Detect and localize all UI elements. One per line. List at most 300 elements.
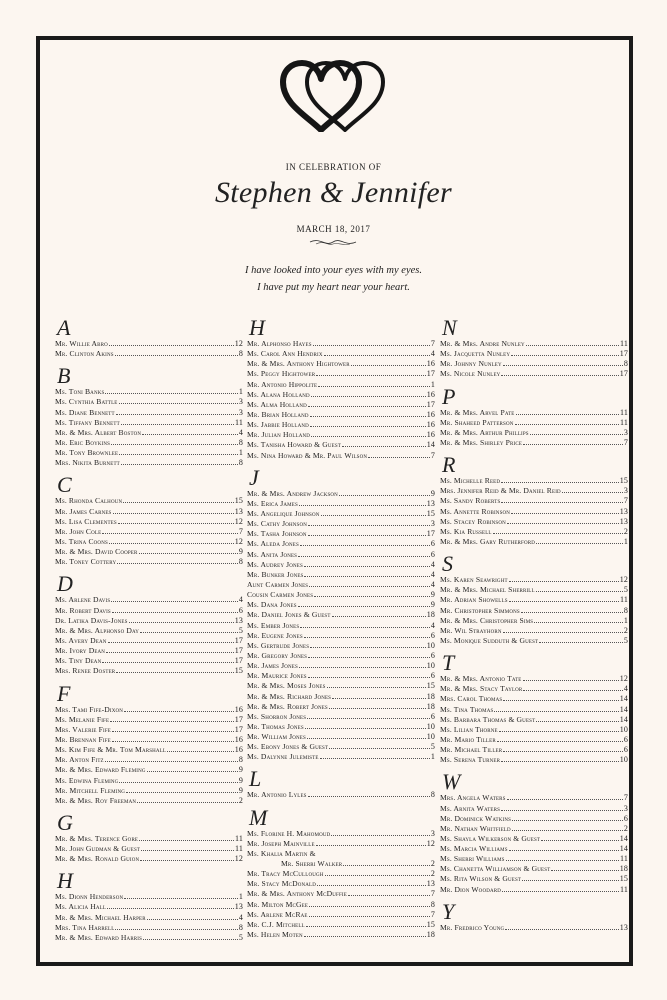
guest-name: Ms. Karen Seawright xyxy=(440,575,508,585)
guest-name: Ms. Kia Russell xyxy=(440,526,492,536)
guest-name: Mrs. Jennifer Reid & Mr. Daniel Reid xyxy=(440,486,561,496)
guest-name: Mr. Tracy McCullough xyxy=(247,869,324,879)
guest-row xyxy=(440,834,628,844)
guest-row xyxy=(247,651,435,661)
dot-leader xyxy=(111,443,238,445)
table-number: 14 xyxy=(619,694,628,704)
table-number: 3 xyxy=(430,519,435,529)
dot-leader xyxy=(121,423,234,425)
guest-row xyxy=(440,923,628,933)
guest-name: Ms. Khalia Martin & xyxy=(247,848,316,858)
guest-name: Mr. Bunker Jones xyxy=(247,569,304,579)
guest-row xyxy=(55,547,243,557)
dot-leader xyxy=(321,514,426,516)
section-letter: M xyxy=(249,804,268,830)
dot-leader xyxy=(351,364,426,366)
dot-leader xyxy=(115,928,237,930)
table-number: 15 xyxy=(619,874,628,884)
dot-leader xyxy=(332,697,426,699)
guest-name: Mr. John Cole xyxy=(55,526,102,536)
table-number: 16 xyxy=(426,389,435,399)
table-number: 16 xyxy=(234,704,243,714)
dot-leader xyxy=(339,494,430,496)
guest-name: Mr. Alphonso Hayes xyxy=(247,339,312,348)
guest-name: Mr. Wil Strayhorn xyxy=(440,625,502,635)
guest-row xyxy=(247,600,435,610)
guest-name: Mr. & Mrs. Moses Jones xyxy=(247,681,326,691)
table-number: 6 xyxy=(238,605,243,615)
guest-name: Mr. & Mrs. Arthur Phillips xyxy=(440,427,529,437)
dot-leader xyxy=(329,707,426,709)
dot-leader xyxy=(310,646,426,648)
table-number: 9 xyxy=(238,547,243,557)
guest-name: Mr. Gregory Jones xyxy=(247,650,308,660)
table-number: 16 xyxy=(426,420,435,430)
dot-leader xyxy=(512,829,623,831)
guest-name: Ms. Melanie Fife xyxy=(55,714,110,724)
table-number: 11 xyxy=(619,339,628,348)
dot-leader xyxy=(342,445,426,447)
table-number: 4 xyxy=(430,569,435,579)
guest-row xyxy=(55,666,243,676)
guest-row xyxy=(440,575,628,585)
letter-section xyxy=(440,317,628,380)
guest-name: Mr. & Mrs. Christopher Sims xyxy=(440,615,534,625)
guest-name: Mr. Michael Tiller xyxy=(440,745,503,755)
guest-row xyxy=(55,626,243,636)
guest-name: Ms. Edwina Fleming xyxy=(55,775,119,785)
dot-leader xyxy=(109,542,234,544)
table-number: 2 xyxy=(430,859,435,869)
table-number: 18 xyxy=(426,701,435,711)
guest-name: Ms. Dalynne Julemiste xyxy=(247,752,319,762)
guest-name: Mr. & Mrs. Michael Sherrill xyxy=(440,585,535,595)
guest-name: Mr. Daniel Jones & Guest xyxy=(247,610,331,620)
guest-row xyxy=(247,752,435,762)
table-number: 6 xyxy=(430,549,435,559)
dot-leader xyxy=(129,621,234,623)
dot-leader xyxy=(511,354,619,356)
guest-row xyxy=(55,349,243,359)
guest-name: Mr. Johnny Nunley xyxy=(440,359,502,369)
guest-name: Ms. Nina Howard & Mr. Paul Wilson xyxy=(247,450,368,460)
table-number: 12 xyxy=(234,516,243,526)
letter-section xyxy=(55,468,243,567)
guest-name: Ms. Peggy Hightower xyxy=(247,369,316,379)
guest-name: Ms. Arlene Davis xyxy=(55,595,111,605)
guest-row xyxy=(247,380,435,390)
table-number: 12 xyxy=(234,536,243,546)
guest-name: Mr. & Mrs. Andre Nunley xyxy=(440,339,525,348)
guest-row xyxy=(440,725,628,735)
section-letter: R xyxy=(442,452,456,478)
guest-name: Ms. Tiny Dean xyxy=(55,656,102,666)
guest-row xyxy=(55,646,243,656)
guest-name: Ms. Monique Sudduth & Guest xyxy=(440,635,539,645)
table-number: 10 xyxy=(426,732,435,742)
guest-row xyxy=(247,742,435,752)
guest-name: Ms. Tina Thomas xyxy=(440,704,494,714)
guest-name: Mrs. Tina Harrell xyxy=(55,922,115,932)
guest-name: Aunt Carmen Jones xyxy=(247,579,309,589)
guest-row xyxy=(247,400,435,410)
guest-name: Ms. Stacey Robinson xyxy=(440,516,506,526)
guest-row xyxy=(247,712,435,722)
guest-row xyxy=(55,725,243,735)
guest-row xyxy=(247,900,435,910)
guest-name: Ms. Rhonda Calhoun xyxy=(55,496,123,506)
table-number: 9 xyxy=(430,600,435,610)
dot-leader xyxy=(316,374,425,376)
letter-section xyxy=(55,567,243,676)
guest-row xyxy=(440,476,628,486)
guest-row xyxy=(55,923,243,933)
letter-section xyxy=(440,448,628,547)
guest-name: Ms. Carol Ann Hendrix xyxy=(247,349,323,359)
dot-leader xyxy=(304,935,426,937)
table-number: 13 xyxy=(234,506,243,516)
dot-leader xyxy=(320,757,430,759)
guest-name: Ms. Ebony Jones & Guest xyxy=(247,742,329,752)
dot-leader xyxy=(308,676,430,678)
table-number: 14 xyxy=(619,714,628,724)
guest-name: Mr. & Mrs. Anthony Hightower xyxy=(247,359,350,369)
table-number: 8 xyxy=(238,437,243,447)
table-number: 9 xyxy=(238,785,243,795)
guest-row xyxy=(55,715,243,725)
table-number: 7 xyxy=(430,450,435,460)
table-number: 10 xyxy=(619,724,628,734)
dot-leader xyxy=(308,656,430,658)
dot-leader xyxy=(121,463,238,465)
guest-row xyxy=(247,420,435,430)
table-number: 1 xyxy=(623,615,628,625)
guest-name: Ms. Annette Robinson xyxy=(440,506,511,516)
dot-leader xyxy=(306,925,426,927)
dot-leader xyxy=(501,760,619,762)
guest-name: Mr. Willie Abro xyxy=(55,339,108,348)
dot-leader xyxy=(142,433,238,435)
table-number: 2 xyxy=(623,823,628,833)
seating-column-1 xyxy=(55,317,243,943)
quote-line-1: I have looked into your eyes with my eyes. xyxy=(245,265,422,276)
dot-leader xyxy=(124,710,234,712)
dot-leader xyxy=(299,666,426,668)
dot-leader xyxy=(343,864,430,866)
guest-name: Ms. Serena Turner xyxy=(440,755,501,765)
guest-name: Mr. Brennan Fife xyxy=(55,734,111,744)
table-number: 12 xyxy=(234,854,243,864)
guest-row xyxy=(440,705,628,715)
dot-leader xyxy=(298,555,430,557)
dot-leader xyxy=(308,524,430,526)
guest-name: Mr. Maurice Jones xyxy=(247,671,307,681)
section-letter: W xyxy=(442,769,461,795)
table-number: 12 xyxy=(426,838,435,848)
guest-name: Mrs. Valerie Fife xyxy=(55,724,111,734)
guest-row xyxy=(440,606,628,616)
guest-name: Mr. & Mrs. Albert Boston xyxy=(55,427,142,437)
table-number: 8 xyxy=(623,605,628,615)
table-number: 10 xyxy=(619,755,628,765)
dot-leader xyxy=(505,928,618,930)
letter-section xyxy=(247,762,435,800)
dot-leader xyxy=(509,580,619,582)
table-number: 18 xyxy=(426,610,435,620)
table-number: 8 xyxy=(430,899,435,909)
section-letter: C xyxy=(57,472,72,498)
section-letter: S xyxy=(442,551,453,577)
dot-leader xyxy=(331,834,429,836)
guest-name: Ms. Tanisha Howard & Guest xyxy=(247,440,342,450)
guest-name: Ms. Gertrude Jones xyxy=(247,640,310,650)
dot-leader xyxy=(108,641,234,643)
guest-name: Mr. Dominick Watkins xyxy=(440,813,512,823)
guest-name: Mrs. Nikita Burnett xyxy=(55,458,120,468)
guest-row xyxy=(247,349,435,359)
guest-row xyxy=(440,496,628,506)
dot-leader xyxy=(139,839,234,841)
dot-leader xyxy=(299,504,426,506)
guest-row xyxy=(247,661,435,671)
table-number: 8 xyxy=(238,458,243,468)
guest-name: Mr. Julian Holland xyxy=(247,430,311,440)
guest-name: Ms. Cathy Johnson xyxy=(247,519,307,529)
guest-row xyxy=(247,451,435,461)
guest-row xyxy=(247,930,435,940)
dot-leader xyxy=(521,611,623,613)
quote-line-2: I have put my heart near your heart. xyxy=(257,282,410,293)
guest-row xyxy=(247,430,435,440)
guest-row xyxy=(247,692,435,702)
dot-leader xyxy=(503,631,623,633)
guest-name: Mr. Tony Brownlee xyxy=(55,448,119,458)
dot-leader xyxy=(512,819,623,821)
table-number: 13 xyxy=(234,615,243,625)
dot-leader xyxy=(113,512,234,514)
guest-row xyxy=(440,885,628,895)
guest-row xyxy=(247,702,435,712)
guest-row xyxy=(55,387,243,397)
dot-leader xyxy=(534,621,623,623)
letter-section xyxy=(247,461,435,763)
dot-leader xyxy=(140,859,233,861)
table-number: 4 xyxy=(238,427,243,437)
dot-leader xyxy=(313,344,430,346)
guest-name: Ms. Sandy Roberts xyxy=(440,496,501,506)
table-number: 8 xyxy=(430,790,435,800)
dot-leader xyxy=(106,651,234,653)
guest-row xyxy=(440,369,628,379)
section-letter: H xyxy=(249,315,265,340)
dot-leader xyxy=(102,661,233,663)
guest-name: Mr. Fredrico Young xyxy=(440,922,505,932)
section-letter: A xyxy=(57,315,71,340)
guest-name: Mr. Stacy McDonald xyxy=(247,879,316,889)
guest-row xyxy=(247,722,435,732)
guest-row xyxy=(55,517,243,527)
dot-leader xyxy=(298,605,430,607)
guest-row xyxy=(55,755,243,765)
dot-leader xyxy=(503,364,623,366)
table-number: 13 xyxy=(619,516,628,526)
guest-name: Mr. Shaheed Patterson xyxy=(440,417,514,427)
section-letter: F xyxy=(57,680,71,706)
guest-row xyxy=(247,849,435,859)
guest-name: Ms. Anita Jones xyxy=(247,549,298,559)
table-number: 6 xyxy=(623,734,628,744)
double-heart-icon xyxy=(277,60,389,132)
guest-row xyxy=(247,410,435,420)
table-number: 15 xyxy=(426,919,435,929)
seating-column-2 xyxy=(247,317,435,940)
guest-name: Ms. Arlene McRae xyxy=(247,909,308,919)
guest-row xyxy=(55,507,243,517)
table-number: 15 xyxy=(234,496,243,506)
dot-leader xyxy=(509,600,619,602)
table-number: 3 xyxy=(623,427,628,437)
table-number: 17 xyxy=(234,724,243,734)
guest-name: Mr. Nathan Whitfield xyxy=(440,823,511,833)
seating-column-3 xyxy=(440,317,628,933)
section-letter: N xyxy=(442,315,457,340)
guest-row xyxy=(55,834,243,844)
dot-leader xyxy=(309,915,430,917)
letter-section xyxy=(55,317,243,359)
section-letter: L xyxy=(249,766,262,792)
guest-name: Mr. Ivory Dean xyxy=(55,646,106,656)
guest-name: Ms. Marcia Williams xyxy=(440,844,508,854)
guest-row xyxy=(440,824,628,834)
dot-leader xyxy=(511,512,619,514)
dot-leader xyxy=(111,600,238,602)
guest-name: Mr. Dion Woodard xyxy=(440,884,501,894)
guest-name: Mr. Mario Tiller xyxy=(440,734,496,744)
guest-row xyxy=(247,580,435,590)
guest-row xyxy=(440,804,628,814)
guest-name: Ms. Shorron Jones xyxy=(247,711,307,721)
guest-row xyxy=(55,636,243,646)
table-number: 10 xyxy=(426,640,435,650)
dot-leader xyxy=(314,595,430,597)
table-number: 7 xyxy=(430,339,435,348)
dot-leader xyxy=(536,542,623,544)
dot-leader xyxy=(329,747,430,749)
table-number: 3 xyxy=(238,407,243,417)
dot-leader xyxy=(118,522,234,524)
guest-name: Ms. Florine H. Mahomoud xyxy=(247,828,331,838)
guest-name: Mr. & Mrs. Ronald Guion xyxy=(55,854,140,864)
guest-row xyxy=(247,790,435,800)
dot-leader xyxy=(115,354,238,356)
dot-leader xyxy=(126,791,238,793)
dot-leader xyxy=(499,730,619,732)
dot-leader xyxy=(503,750,623,752)
table-number: 16 xyxy=(426,430,435,440)
dot-leader xyxy=(116,413,238,415)
guest-row xyxy=(55,745,243,755)
guest-row xyxy=(247,671,435,681)
table-number: 7 xyxy=(623,437,628,447)
dot-leader xyxy=(112,730,234,732)
guest-name: Mrs. Renee Doster xyxy=(55,666,116,676)
guest-row xyxy=(440,595,628,605)
guest-name: Mr. & Mrs. Alphonso Day xyxy=(55,625,140,635)
dot-leader xyxy=(551,869,618,871)
guest-row xyxy=(55,606,243,616)
table-number: 11 xyxy=(234,417,243,427)
guest-name: Mrs. Tami Fife-Dixon xyxy=(55,704,124,714)
guest-name: Mr. Antonio Hippolite xyxy=(247,379,318,389)
letter-section xyxy=(440,547,628,646)
table-number: 17 xyxy=(234,646,243,656)
table-number: 6 xyxy=(623,745,628,755)
guest-row xyxy=(55,844,243,854)
guest-row xyxy=(440,715,628,725)
guest-name: Mr. Anton Fitz xyxy=(55,755,104,765)
table-number: 17 xyxy=(619,349,628,359)
guest-row xyxy=(55,902,243,912)
guest-row xyxy=(247,879,435,889)
table-number: 11 xyxy=(619,884,628,894)
guest-name: Ms. Audrey Jones xyxy=(247,559,303,569)
dot-leader xyxy=(112,611,238,613)
table-number: 17 xyxy=(426,399,435,409)
guest-row xyxy=(247,920,435,930)
guest-row xyxy=(55,397,243,407)
table-number: 5 xyxy=(430,742,435,752)
dot-leader xyxy=(506,859,619,861)
guest-name: Mr. William Jones xyxy=(247,732,306,742)
guest-row xyxy=(55,408,243,418)
guest-name: Mr. & Mrs. Stacy Taylor xyxy=(440,684,523,694)
dot-leader xyxy=(562,491,623,493)
celebration-label: IN CELEBRATION OF xyxy=(285,162,382,172)
guest-name: Ms. Dana Jones xyxy=(247,600,297,610)
dot-leader xyxy=(503,699,618,701)
table-number: 1 xyxy=(238,892,243,902)
dot-leader xyxy=(523,679,619,681)
section-letter: D xyxy=(57,571,73,597)
table-number: 4 xyxy=(623,684,628,694)
table-number: 9 xyxy=(430,590,435,600)
dot-leader xyxy=(139,552,238,554)
guest-row xyxy=(55,616,243,626)
guest-name: Mr. Brian Holland xyxy=(247,409,309,419)
table-number: 4 xyxy=(238,595,243,605)
dot-leader xyxy=(117,562,238,564)
dot-leader xyxy=(536,590,623,592)
guest-row xyxy=(440,735,628,745)
guest-row xyxy=(247,859,435,869)
guest-name: Mr. & Mrs. Roy Freeman xyxy=(55,795,137,805)
guest-row xyxy=(55,796,243,806)
dot-leader xyxy=(493,532,623,534)
guest-row xyxy=(440,537,628,547)
guest-row xyxy=(55,892,243,902)
guest-name: Ms. Erica James xyxy=(247,498,298,508)
dot-leader xyxy=(501,501,622,503)
table-number: 1 xyxy=(238,448,243,458)
dot-leader xyxy=(502,890,619,892)
guest-row xyxy=(55,428,243,438)
guest-row xyxy=(247,489,435,499)
table-number: 14 xyxy=(619,844,628,854)
guest-name: Ms. Lilian Thorne xyxy=(440,724,498,734)
guest-name: Mr. C.J. Mitchell xyxy=(247,919,305,929)
dot-leader xyxy=(119,781,237,783)
table-number: 7 xyxy=(623,496,628,506)
